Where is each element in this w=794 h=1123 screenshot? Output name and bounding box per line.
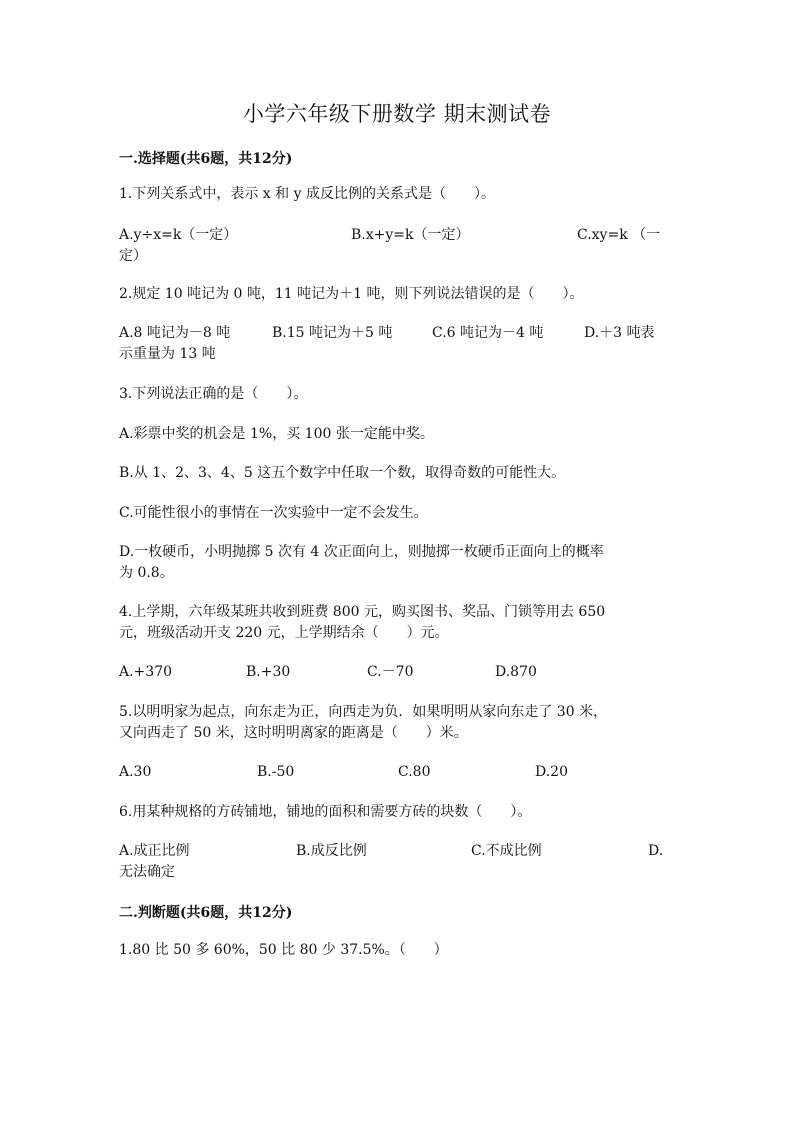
question-3-option-b: B.从 1、2、3、4、5 这五个数字中任取一个数，取得奇数的可能性大。: [119, 465, 566, 481]
question-3-option-c: C.可能性很小的事情在一次实验中一定不会发生。: [119, 505, 428, 521]
question-1-stem: 1.下列关系式中，表示 x 和 y 成反比例的关系式是（ ）。: [119, 186, 495, 202]
question-1-option-c: C.xy=k （一: [577, 227, 661, 243]
question-4-stem-line-2: 元，班级活动开支 220 元，上学期结余（ ）元。: [119, 625, 449, 641]
question-2-option-b: B.15 吨记为＋5 吨: [272, 325, 393, 341]
page-title: 小学六年级下册数学 期末测试卷: [242, 102, 552, 126]
question-4-option-b: B.+30: [246, 664, 291, 680]
judgment-question-1-stem: 1.80 比 50 多 60%，50 比 80 少 37.5%。（ ）: [119, 942, 448, 958]
question-6-option-d: D.: [648, 843, 664, 859]
question-5-option-a: A.30: [119, 764, 152, 780]
question-4-option-d: D.870: [495, 664, 537, 680]
question-2-option-a: A.8 吨记为－8 吨: [119, 325, 231, 341]
question-6-option-b: B.成反比例: [296, 843, 367, 859]
question-6-stem: 6.用某种规格的方砖铺地，铺地的面积和需要方砖的块数（ ）。: [119, 804, 532, 820]
question-4-option-a: A.+370: [119, 664, 173, 680]
question-5-option-c: C.80: [398, 764, 431, 780]
section-heading-choice: 一.选择题(共6题，共12分): [119, 151, 293, 167]
question-3-option-a: A.彩票中奖的机会是 1%，买 100 张一定能中奖。: [119, 426, 434, 442]
question-3-option-d-line-2: 为 0.8。: [119, 565, 174, 581]
question-2-option-d-continued: 示重量为 13 吨: [119, 346, 216, 362]
question-4-stem-line-1: 4.上学期，六年级某班共收到班费 800 元，购买图书、奖品、门锁等用去 650: [119, 604, 606, 620]
question-3-option-d-line-1: D.一枚硬币，小明抛掷 5 次有 4 次正面向上，则抛掷一枚硬币正面向上的概率: [119, 544, 604, 560]
section-heading-true-false: 二.判断题(共6题，共12分): [119, 905, 293, 921]
question-2-option-c: C.6 吨记为－4 吨: [432, 325, 544, 341]
question-1-option-b: B.x+y=k（一定）: [351, 227, 470, 243]
question-1-option-a: A.y÷x=k（一定）: [119, 227, 238, 243]
question-4-option-c: C.－70: [367, 664, 414, 680]
question-6-option-c: C.不成比例: [471, 843, 542, 859]
question-6-option-a: A.成正比例: [119, 843, 190, 859]
question-5-stem-line-2: 又向西走了 50 米，这时明明离家的距离是（ ）米。: [119, 725, 468, 741]
question-5-option-b: B.-50: [257, 764, 295, 780]
question-5-stem-line-1: 5.以明明家为起点，向东走为正，向西走为负．如果明明从家向东走了 30 米，: [119, 704, 608, 720]
question-6-option-d-continued: 无法确定: [119, 864, 175, 880]
question-2-stem: 2.规定 10 吨记为 0 吨，11 吨记为＋1 吨，则下列说法错误的是（ ）。: [119, 286, 584, 302]
question-5-option-d: D.20: [535, 764, 568, 780]
question-3-stem: 3.下列说法正确的是（ ）。: [119, 386, 308, 402]
question-2-option-d: D.＋3 吨表: [584, 325, 655, 341]
question-1-option-c-continued: 定）: [119, 248, 147, 264]
